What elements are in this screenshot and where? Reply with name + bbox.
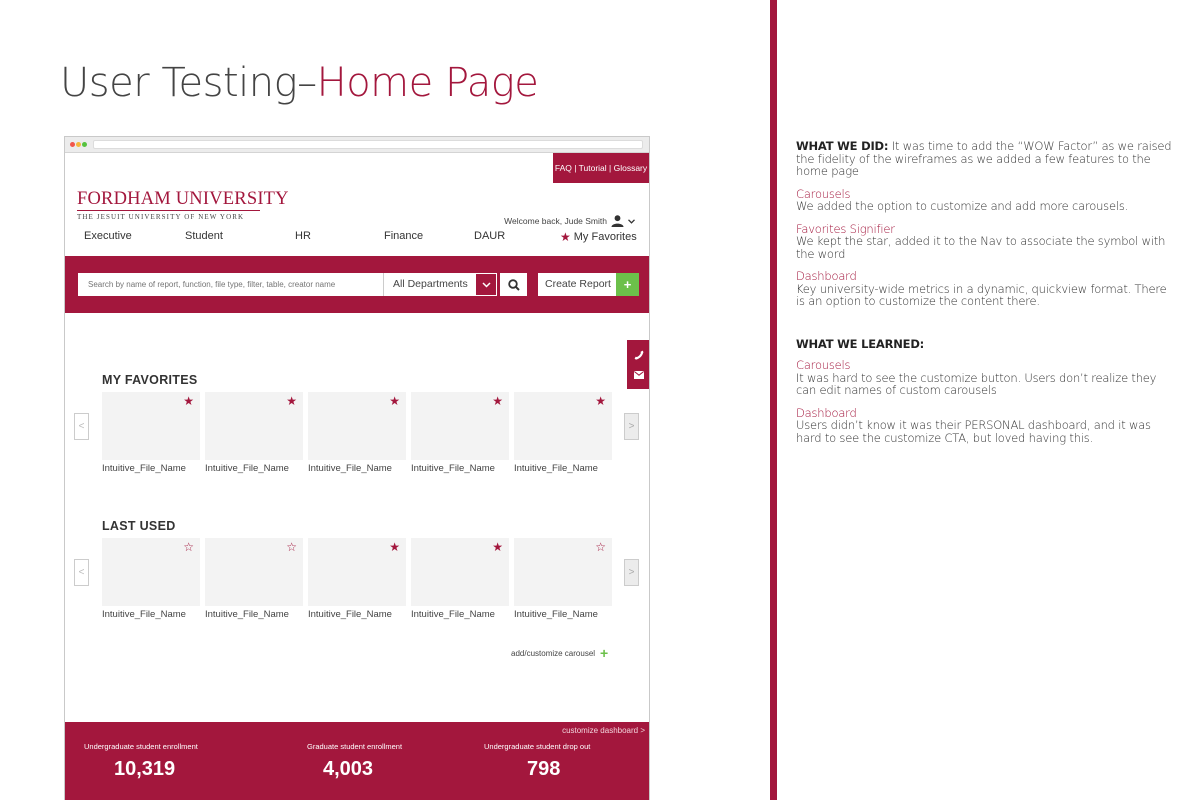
- nav-finance[interactable]: Finance: [384, 230, 424, 242]
- favorites-next-arrow[interactable]: >: [624, 413, 639, 440]
- metric-value: 4,003: [323, 758, 374, 780]
- learned-item-title: Dashboard: [796, 405, 857, 420]
- logo-subtitle: THE JESUIT UNIVERSITY OF NEW YORK: [77, 213, 245, 221]
- search-button[interactable]: [500, 273, 527, 296]
- last-used-card-label[interactable]: Intuitive_File_Name: [205, 609, 289, 620]
- favorites-card[interactable]: [205, 392, 303, 460]
- star-filled-icon[interactable]: ★: [492, 540, 503, 554]
- notes-panel: [796, 140, 1176, 444]
- favorites-prev-arrow[interactable]: <: [74, 413, 89, 440]
- divider-bar: [770, 0, 777, 800]
- user-icon: [611, 215, 624, 227]
- chevron-down-icon: [482, 282, 491, 288]
- last-used-card[interactable]: [308, 538, 406, 606]
- department-select[interactable]: All Departments: [383, 273, 475, 296]
- did-item-title: Carousels: [796, 186, 851, 201]
- last-used-card[interactable]: [411, 538, 509, 606]
- add-carousel-link[interactable]: [511, 645, 609, 661]
- did-paragraph: [796, 140, 1176, 178]
- last-used-card-label[interactable]: Intuitive_File_Name: [411, 609, 495, 620]
- did-item-title: Favorites Signifier: [796, 221, 895, 236]
- welcome-text: Welcome back, Jude Smith: [504, 216, 607, 226]
- customize-dashboard-link[interactable]: customize dashboard >: [562, 726, 645, 735]
- logo-name[interactable]: FORDHAM UNIVERSITY: [77, 189, 289, 209]
- last-used-card-label[interactable]: Intuitive_File_Name: [102, 609, 186, 620]
- did-item-text: We kept the star, added it to the Nav to associate the symbol with the word: [796, 234, 1166, 261]
- search-icon: [508, 279, 520, 291]
- favorites-card[interactable]: [514, 392, 612, 460]
- nav-student[interactable]: Student: [185, 230, 223, 242]
- url-bar[interactable]: [93, 140, 643, 149]
- maximize-dot-icon[interactable]: [82, 142, 87, 147]
- create-report-plus-button[interactable]: +: [616, 273, 639, 296]
- star-outline-icon[interactable]: ☆: [286, 540, 297, 554]
- favorites-card-label[interactable]: Intuitive_File_Name: [514, 463, 598, 474]
- search-band: [65, 256, 650, 313]
- favorites-title: MY FAVORITES: [102, 373, 198, 387]
- user-menu[interactable]: [504, 215, 635, 227]
- last-used-card[interactable]: [514, 538, 612, 606]
- logo-rule: [77, 210, 260, 211]
- nav-my-favorites[interactable]: [560, 230, 637, 244]
- learned-item-title: Carousels: [796, 358, 851, 372]
- did-item-text: We added the option to customize and add more carousels.: [796, 199, 1129, 213]
- star-filled-icon[interactable]: ★: [286, 394, 297, 408]
- page-title-prefix: User Testing–: [60, 60, 317, 106]
- star-filled-icon[interactable]: ★: [389, 394, 400, 408]
- star-filled-icon[interactable]: ★: [595, 394, 606, 408]
- dashboard-panel: [65, 722, 650, 800]
- star-outline-icon[interactable]: ☆: [183, 540, 194, 554]
- favorites-card-label[interactable]: Intuitive_File_Name: [308, 463, 392, 474]
- star-icon: ★: [560, 230, 571, 244]
- create-report-button[interactable]: Create Report: [538, 273, 616, 296]
- star-outline-icon[interactable]: ☆: [595, 540, 606, 554]
- favorites-card-label[interactable]: Intuitive_File_Name: [205, 463, 289, 474]
- nav-hr[interactable]: HR: [295, 230, 311, 242]
- metric-label: Undergraduate student enrollment: [84, 742, 198, 751]
- favorites-card-label[interactable]: Intuitive_File_Name: [411, 463, 495, 474]
- search-input[interactable]: [78, 273, 383, 296]
- metric-label: Graduate student enrollment: [307, 742, 403, 751]
- star-filled-icon[interactable]: ★: [183, 394, 194, 408]
- metric-label: Undergraduate student drop out: [484, 742, 591, 751]
- add-carousel-label: add/customize carousel: [511, 648, 596, 658]
- learned-item-text: It was hard to see the customize button. Users don’t realize they can edit names of custom carousels: [796, 370, 1157, 397]
- browser-mockup: [64, 136, 650, 800]
- close-dot-icon[interactable]: [70, 142, 75, 147]
- faq-links[interactable]: FAQ | Tutorial | Glossary: [553, 153, 649, 183]
- favorites-card-label[interactable]: Intuitive_File_Name: [102, 463, 186, 474]
- metric-value: 10,319: [114, 758, 176, 780]
- nav-my-favorites-label: My Favorites: [573, 231, 637, 243]
- did-item-title: Dashboard: [796, 269, 857, 283]
- envelope-icon[interactable]: [634, 371, 644, 379]
- nav-daur[interactable]: DAUR: [474, 230, 506, 242]
- did-heading: WHAT WE DID:: [796, 139, 889, 153]
- did-text: It was time to add the “WOW Factor” as we raised the fidelity of the wireframes as we added a few features to the home page: [796, 139, 1172, 178]
- last-used-title: LAST USED: [102, 519, 176, 533]
- star-filled-icon[interactable]: ★: [492, 394, 503, 408]
- metric-value: 798: [527, 758, 561, 780]
- phone-icon[interactable]: [634, 350, 644, 360]
- favorites-card[interactable]: [102, 392, 200, 460]
- last-used-card[interactable]: [102, 538, 200, 606]
- favorites-card[interactable]: [411, 392, 509, 460]
- last-used-card-label[interactable]: Intuitive_File_Name: [514, 609, 598, 620]
- browser-chrome: [65, 137, 649, 153]
- favorites-card[interactable]: [308, 392, 406, 460]
- learned-item-text: Users didn’t know it was their PERSONAL dashboard, and it was hard to see the customize CTA, but loved having this.: [796, 418, 1151, 445]
- last-used-card[interactable]: [205, 538, 303, 606]
- learned-heading: WHAT WE LEARNED:: [796, 336, 925, 351]
- contact-tab[interactable]: [627, 340, 650, 389]
- department-dropdown-button[interactable]: [475, 273, 497, 296]
- page-title-accent: Home Page: [316, 60, 539, 106]
- last-used-card-label[interactable]: Intuitive_File_Name: [308, 609, 392, 620]
- last-used-next-arrow[interactable]: >: [624, 559, 639, 586]
- minimize-dot-icon[interactable]: [76, 142, 81, 147]
- chevron-down-icon: [628, 219, 635, 224]
- plus-icon: +: [600, 645, 609, 661]
- did-item-text: Key university-wide metrics in a dynamic, quickview format. There is an option to customize the content there.: [796, 281, 1167, 308]
- nav-executive[interactable]: Executive: [84, 230, 132, 242]
- page-title: [60, 60, 538, 106]
- star-filled-icon[interactable]: ★: [389, 540, 400, 554]
- last-used-prev-arrow[interactable]: <: [74, 559, 89, 586]
